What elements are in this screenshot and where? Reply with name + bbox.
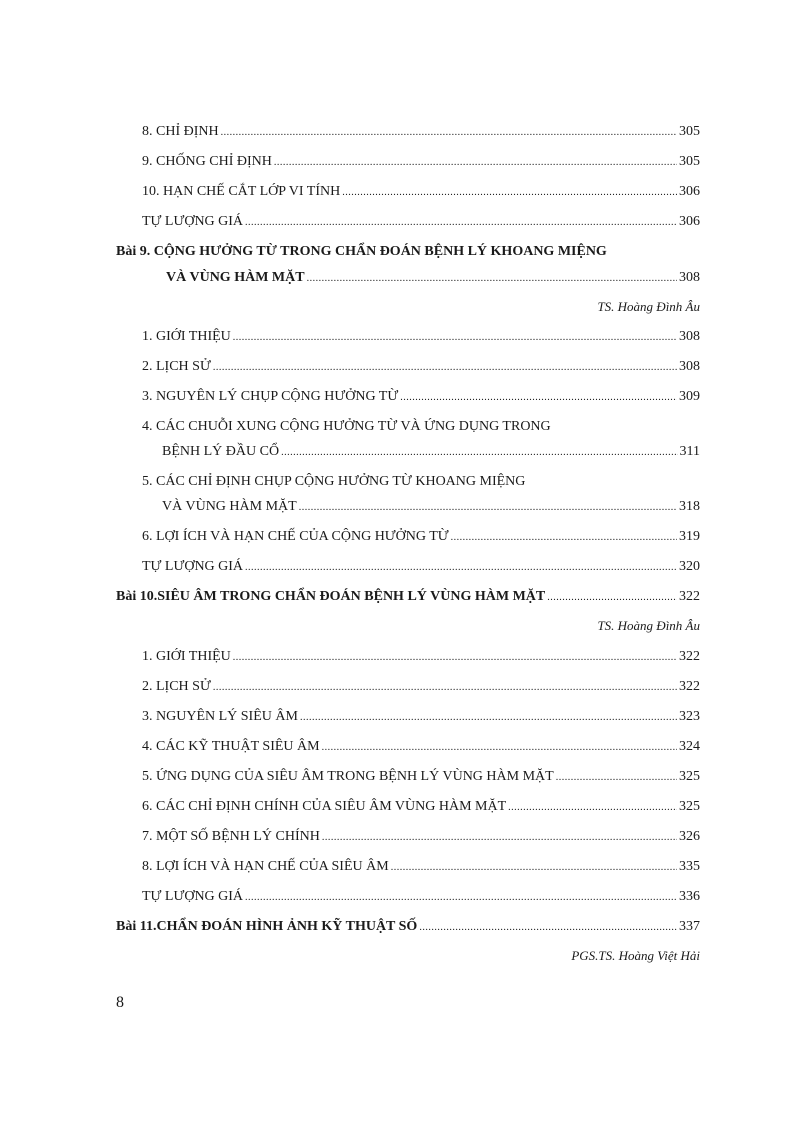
toc-entry-label: 1. GIỚI THIỆU (142, 649, 231, 664)
toc-entry (142, 828, 700, 847)
toc-entry-label: 6. CÁC CHỈ ĐỊNH CHÍNH CỦA SIÊU ÂM VÙNG HÀM MẶT (142, 799, 507, 814)
leader-dots (307, 270, 677, 288)
leader-dots (245, 214, 677, 232)
toc-entry-page: 337 (679, 919, 700, 934)
chapter-prefix: Bài 9. (116, 244, 154, 259)
toc-entry (142, 648, 700, 667)
toc-entry-page: 309 (679, 389, 700, 404)
toc-entry (162, 498, 700, 517)
toc-entry (142, 708, 700, 727)
leader-dots (451, 529, 677, 547)
toc-entry-label: 2. LỊCH SỬ (142, 359, 211, 374)
toc-entry-page: 320 (679, 559, 700, 574)
toc-entry-label: 5. ỨNG DỤNG CỦA SIÊU ÂM TRONG BỆNH LÝ VÙNG HÀM MẶT (142, 769, 554, 784)
toc-entry (162, 443, 700, 462)
leader-dots (245, 889, 677, 907)
toc-entry (142, 328, 700, 347)
toc-entry (142, 558, 700, 577)
chapter-author: TS. Hoàng Đình Âu (597, 299, 700, 314)
chapter-author: PGS.TS. Hoàng Việt Hải (571, 948, 700, 963)
leader-dots (547, 589, 677, 607)
toc-entry-page: 308 (679, 359, 700, 374)
toc-entry-page: 325 (679, 769, 700, 784)
leader-dots (281, 444, 677, 462)
toc-entry-page: 306 (679, 214, 700, 229)
toc-entry (142, 858, 700, 877)
toc-entry-page: 336 (679, 889, 700, 904)
toc-entry (142, 388, 700, 407)
leader-dots (233, 649, 677, 667)
leader-dots (419, 919, 677, 937)
toc-entry-label: TỰ LƯỢNG GIÁ (142, 889, 244, 904)
toc-entry (166, 269, 700, 288)
toc-entry-page: 305 (679, 124, 700, 139)
chapter-heading (116, 918, 700, 937)
chapter-title: CHẨN ĐOÁN HÌNH ẢNH KỸ THUẬT SỐ (156, 919, 418, 934)
leader-dots (213, 679, 677, 697)
chapter-prefix: Bài 10. (116, 589, 158, 604)
toc-entry (142, 153, 700, 172)
toc-entry (142, 123, 700, 142)
toc-entry-page: 323 (679, 709, 700, 724)
toc-entry (142, 678, 700, 697)
page-number: 8 (116, 994, 124, 1011)
toc-entry-page: 306 (679, 184, 700, 199)
toc-entry-label-line2: BỆNH LÝ ĐẦU CỔ (162, 444, 280, 459)
toc-entry-label: 2. LỊCH SỬ (142, 679, 211, 694)
toc-entry-label: 8. LỢI ÍCH VÀ HẠN CHẾ CỦA SIÊU ÂM (142, 859, 389, 874)
toc-entry-label: 8. CHỈ ĐỊNH (142, 124, 219, 139)
leader-dots (322, 739, 677, 757)
chapter-heading (116, 243, 607, 261)
toc-entry (142, 213, 700, 232)
toc-entry (142, 768, 700, 787)
toc-entry-label: 3. NGUYÊN LÝ CHỤP CỘNG HƯỞNG TỪ (142, 389, 399, 404)
toc-entry-label: TỰ LƯỢNG GIÁ (142, 214, 244, 229)
toc-entry-label-line1: 5. CÁC CHỈ ĐỊNH CHỤP CỘNG HƯỞNG TỪ KHOANG MIỆNG (142, 474, 526, 489)
chapter-heading (116, 588, 700, 607)
toc-entry-label: 7. MỘT SỐ BỆNH LÝ CHÍNH (142, 829, 320, 844)
leader-dots (233, 329, 677, 347)
leader-dots (245, 559, 677, 577)
toc-entry-page: 324 (679, 739, 700, 754)
toc-entry-page: 322 (679, 649, 700, 664)
toc-entry (142, 738, 700, 757)
leader-dots (300, 709, 677, 727)
toc-entry-page: 322 (679, 589, 700, 604)
toc-entry (142, 528, 700, 547)
toc-entry-page: 305 (679, 154, 700, 169)
chapter-author: TS. Hoàng Đình Âu (597, 618, 700, 633)
toc-entry-label-line1: 4. CÁC CHUỖI XUNG CỘNG HƯỞNG TỪ VÀ ỨNG DỤNG TRONG (142, 419, 551, 434)
leader-dots (400, 389, 677, 407)
chapter-prefix: Bài 11. (116, 919, 157, 934)
toc-entry-page: 319 (679, 529, 700, 544)
toc-entry-label: 4. CÁC KỸ THUẬT SIÊU ÂM (142, 739, 320, 754)
toc-entry-label: TỰ LƯỢNG GIÁ (142, 559, 244, 574)
toc-entry-page: 322 (679, 679, 700, 694)
toc-entry-page: 326 (679, 829, 700, 844)
chapter-title-line2: VÀ VÙNG HÀM MẶT (166, 270, 305, 285)
leader-dots (391, 859, 677, 877)
leader-dots (342, 184, 677, 202)
leader-dots (322, 829, 677, 847)
leader-dots (508, 799, 677, 817)
toc-entry-page: 318 (679, 499, 700, 514)
toc-entry-label: 6. LỢI ÍCH VÀ HẠN CHẾ CỦA CỘNG HƯỞNG TỪ (142, 529, 449, 544)
toc-entry-page: 308 (679, 270, 700, 285)
chapter-title: SIÊU ÂM TRONG CHẨN ĐOÁN BỆNH LÝ VÙNG HÀM MẶT (157, 589, 546, 604)
leader-dots (556, 769, 677, 787)
toc-entry-label: 10. HẠN CHẾ CẮT LỚP VI TÍNH (142, 184, 341, 199)
toc-entry-page: 311 (679, 444, 700, 459)
toc-entry-label: 9. CHỐNG CHỈ ĐỊNH (142, 154, 272, 169)
toc-entry (142, 358, 700, 377)
leader-dots (274, 154, 677, 172)
toc-entry (142, 888, 700, 907)
toc-entry-label: 3. NGUYÊN LÝ SIÊU ÂM (142, 709, 298, 724)
leader-dots (213, 359, 677, 377)
chapter-title-line1: CỘNG HƯỞNG TỪ TRONG CHẨN ĐOÁN BỆNH LÝ KHOANG MIỆNG (153, 244, 607, 259)
toc-entry-page: 335 (679, 859, 700, 874)
toc-entry-page: 308 (679, 329, 700, 344)
toc-entry-label: 1. GIỚI THIỆU (142, 329, 231, 344)
toc-entry (142, 183, 700, 202)
leader-dots (221, 124, 677, 142)
toc-entry-page: 325 (679, 799, 700, 814)
toc-entry (142, 798, 700, 817)
toc-entry-label-line2: VÀ VÙNG HÀM MẶT (162, 499, 297, 514)
leader-dots (299, 499, 677, 517)
